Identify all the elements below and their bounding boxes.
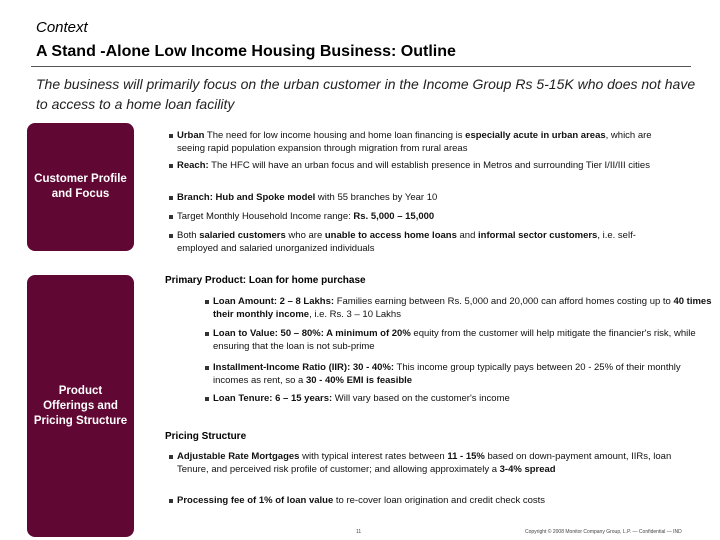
section-label-text: Customer Profile and Focus <box>34 173 127 200</box>
bullet-emphasis: Loan to Value: 50 – 80%: A minimum of 20% <box>213 328 411 339</box>
bullet-text: Target Monthly Household Income range: <box>177 211 354 222</box>
context-label: Context <box>36 19 88 36</box>
bullet-text: The need for low income housing and home loan financing is <box>204 130 466 141</box>
bullet-text: Will vary based on the customer's income <box>332 393 510 404</box>
bullet-loan-amount <box>213 296 713 321</box>
bullet-branch <box>177 192 677 205</box>
bullet-text: and <box>456 230 479 241</box>
primary-product-heading: Primary Product: Loan for home purchase <box>165 275 366 286</box>
pricing-structure-heading: Pricing Structure <box>165 431 247 442</box>
bullet-target-income <box>177 211 677 224</box>
bullet-emphasis: Loan Amount: 2 – 8 Lakhs: <box>213 296 335 307</box>
bullet-text: , which are seeing rapid population expansion through migration from rural areas <box>177 130 652 154</box>
bullet-emphasis: 11 - 15% <box>447 451 485 462</box>
bullet-emphasis: Rs. 5,000 – 15,000 <box>353 211 435 222</box>
bullet-emphasis: unable to access home loans <box>324 230 457 241</box>
bullet-emphasis: 40 times their monthly income <box>213 296 712 320</box>
bullet-iir <box>213 362 713 387</box>
bullet-loan-tenure <box>213 393 713 406</box>
section-label-text: Product Offerings and Pricing Structure <box>33 384 128 427</box>
bullet-reach <box>177 160 677 173</box>
bullet-emphasis: Adjustable Rate Mortgages <box>177 451 300 462</box>
bullet-adjustable-rate <box>177 451 687 476</box>
bullet-text: who are <box>285 230 325 241</box>
bullet-emphasis: Urban <box>177 130 205 141</box>
bullet-text: equity from the customer will help mitigate the financier's risk, while ensuring that the loan is not sub-prime <box>213 328 696 352</box>
bullet-text: , i.e. Rs. 3 – 10 Lakhs <box>309 308 401 320</box>
bullet-text: The HFC will have an urban focus and will establish presence in Metros and surrounding Tier I/II/III cities <box>208 160 650 171</box>
bullet-emphasis: informal sector customers <box>478 230 598 241</box>
bullet-emphasis: Installment-Income Ratio (IIR): 30 - 40%: <box>213 362 395 373</box>
lead-paragraph: The business will primarily focus on the urban customer in the Income Group Rs 5-15K who does not have to access to a home loan facility <box>36 76 696 112</box>
bullet-emphasis: Processing fee of 1% of loan value <box>177 495 334 506</box>
bullet-loan-to-value <box>213 328 713 353</box>
bullet-urban <box>177 130 677 155</box>
bullet-text: based on down-payment amount, IIRs, loan Tenure, and perceived risk profile of customer; and allowing approximately a <box>177 451 672 475</box>
page-title: A Stand -Alone Low Income Housing Business: Outline <box>36 43 456 60</box>
bullet-text: with 55 branches by Year 10 <box>315 192 438 203</box>
title-divider <box>31 66 691 67</box>
bullet-text: , i.e. self-employed and salaried unorganized individuals <box>177 230 636 254</box>
bullet-customers <box>177 230 677 255</box>
bullet-emphasis: especially acute in urban areas <box>465 130 606 141</box>
bullet-text: with typical interest rates between <box>299 451 448 462</box>
bullet-text: Both <box>177 230 200 241</box>
bullet-text: Families earning between Rs. 5,000 and 20,000 can afford homes costing up to <box>334 296 674 307</box>
bullet-text: This income group typically pays between 20 - 25% of their monthly incomes as rent, so a <box>213 362 681 386</box>
copyright-notice: Copyright © 2008 Monitor Company Group, L.P. — Confidential — IND <box>525 529 682 535</box>
bullet-emphasis: Reach: <box>177 160 209 171</box>
bullet-emphasis: 30 - 40% EMI is feasible <box>305 374 413 386</box>
bullet-emphasis: Branch: Hub and Spoke model <box>177 192 316 203</box>
bullet-processing-fee <box>177 495 687 508</box>
bullet-emphasis: salaried customers <box>199 230 286 241</box>
section-label-customer-profile <box>27 123 134 251</box>
bullet-emphasis: 3-4% spread <box>499 463 556 475</box>
section-label-product-offerings <box>27 275 134 537</box>
page-number: 11 <box>356 529 362 535</box>
bullet-emphasis: Loan Tenure: 6 – 15 years: <box>213 393 333 404</box>
bullet-text: to re-cover loan origination and credit check costs <box>333 495 546 506</box>
